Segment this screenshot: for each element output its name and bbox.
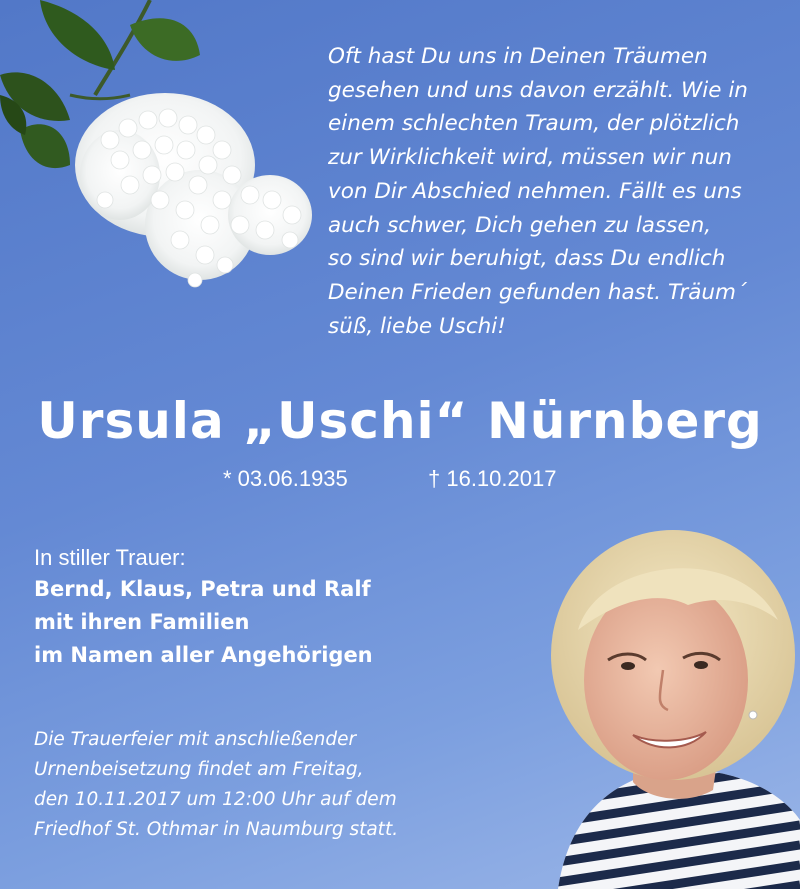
funeral-info [34, 725, 398, 845]
funeral-line: Friedhof St. Othmar in Naumburg statt. [34, 819, 399, 840]
poem-line: Deinen Frieden gefunden hast. Träum´ [328, 279, 747, 305]
funeral-line: Urnenbeisetzung findet am Freitag, [34, 759, 364, 780]
mourners-line: im Namen aller Angehörigen [34, 643, 373, 667]
lilac-flower-image [0, 0, 320, 300]
memorial-poem [328, 40, 788, 343]
mourners-line: Bernd, Klaus, Petra und Ralf [34, 577, 371, 601]
poem-line: Oft hast Du uns in Deinen Träumen [328, 44, 708, 69]
birth-date: * 03.06.1935 [223, 466, 348, 491]
mourners-intro: In stiller Trauer: [34, 545, 186, 570]
portrait-photo [538, 520, 800, 889]
poem-line: von Dir Abschied nehmen. Fällt es uns [328, 178, 742, 204]
deceased-name: Ursula „Uschi“ Nürnberg [37, 392, 763, 450]
poem-line: gesehen und uns davon erzählt. Wie in [328, 77, 748, 103]
mourners-line: mit ihren Familien [34, 610, 250, 634]
mourners-block [34, 542, 373, 672]
poem-line: auch schwer, Dich gehen zu lassen, [328, 212, 712, 238]
funeral-line: den 10.11.2017 um 12:00 Uhr auf dem [34, 789, 397, 810]
poem-line: einem schlechten Traum, der plötzlich [328, 111, 740, 137]
poem-line: so sind wir beruhigt, dass Du endlich [328, 246, 726, 272]
funeral-line: Die Trauerfeier mit anschließender [34, 729, 357, 750]
poem-line: zur Wirklichkeit wird, müssen wir nun [328, 145, 732, 171]
death-date: † 16.10.2017 [428, 466, 557, 491]
poem-line: süß, liebe Uschi! [328, 313, 506, 339]
